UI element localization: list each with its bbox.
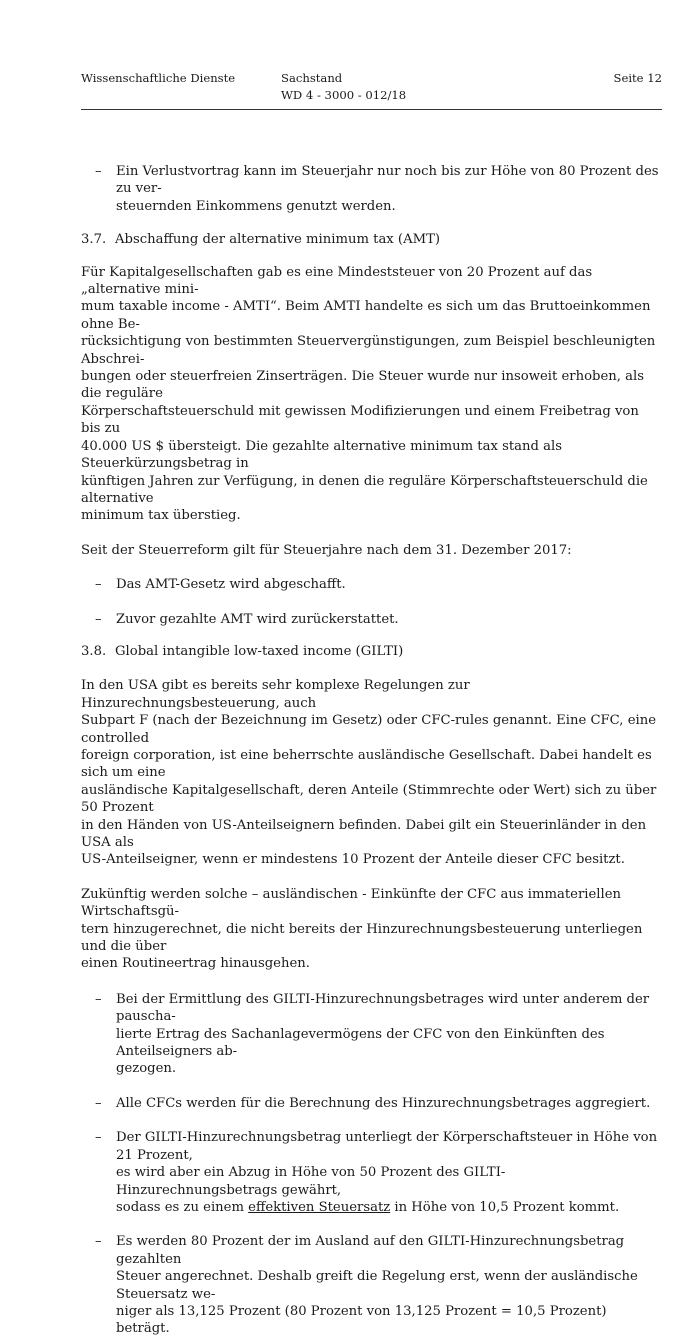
effective-tax-rate-link[interactable]: effektiven Steuersatz — [248, 1199, 391, 1215]
paragraph-amt — [81, 264, 662, 525]
text-line: einen Routineertrag hinausgehen. — [81, 956, 310, 972]
text-span: sodass es zu einem — [116, 1199, 249, 1215]
bullet-loss-carryforward — [81, 163, 662, 215]
text-line: steuernden Einkommens genutzt werden. — [116, 198, 396, 214]
section-number: 3.7. — [81, 232, 107, 248]
text-line: mum taxable income - AMTI“. Beim AMTI handelte es sich um das Bruttoeinkommen ohne Be- — [81, 299, 651, 332]
text-span: in Höhe von 10,5 Prozent kommt. — [390, 1199, 620, 1215]
bullet-gilti-tax-rate — [81, 1129, 662, 1216]
bullet-text — [116, 1129, 662, 1216]
bullet-gilti-aggregation — [81, 1095, 662, 1112]
section-heading-3-7 — [81, 231, 662, 248]
header-department: Wissenschaftliche Dienste — [81, 71, 236, 85]
text-line: Steuer angerechnet. Deshalb greift die Regelung erst, wenn der ausländische Steuersatz we- — [116, 1269, 638, 1302]
text-line: künftigen Jahren zur Verfügung, in denen die reguläre Körperschaftsteuerschuld die alternative — [81, 473, 648, 506]
bullet-amt-abolished — [81, 576, 662, 593]
text-line: 40.000 US $ übersteigt. Die gezahlte alternative minimum tax stand als Steuerkürzungsbetrag in — [81, 438, 562, 472]
text-line: Ein Verlustvortrag kann im Steuerjahr nur noch bis zur Höhe von 80 Prozent des zu ver- — [116, 164, 659, 197]
text-line: niger als 13,125 Prozent (80 Prozent von 13,125 Prozent = 10,5 Prozent) beträgt. — [116, 1303, 607, 1337]
header-doc-info — [281, 70, 406, 104]
bullet-dash: – — [95, 577, 102, 593]
text-line — [116, 1199, 662, 1216]
bullet-dash: – — [95, 611, 102, 627]
text-line: lierte Ertrag des Sachanlagevermögens der CFC von den Einkünften des Anteilseigners ab- — [116, 1026, 605, 1060]
header-divider — [81, 109, 662, 110]
text-line: US-Anteilseigner, wenn er mindestens 10 Prozent der Anteile dieser CFC besitzt. — [81, 852, 625, 868]
text-line: Zukünftig werden solche – ausländischen - Einkünfte der CFC aus immateriellen Wirtschaftsgü- — [81, 886, 622, 920]
text-line: es wird aber ein Abzug in Höhe von 50 Prozent des GILTI- Hinzurechnungsbetrags gewährt, — [116, 1165, 506, 1198]
bullet-text — [116, 991, 662, 1078]
bullet-text: Zuvor gezahlte AMT wird zurückerstattet. — [116, 611, 399, 627]
bullet-dash: – — [95, 164, 102, 179]
section-number: 3.8. — [81, 643, 107, 659]
bullet-text — [116, 163, 662, 215]
text-line: foreign corporation, ist eine beherrschte ausländische Gesellschaft. Dabei handelt es sich um eine — [81, 747, 652, 781]
section-title: Abschaffung der alternative minimum tax (AMT) — [115, 232, 441, 248]
text-line: Für Kapitalgesellschaften gab es eine Mindeststeuer von 20 Prozent auf das „alternative mini- — [81, 264, 593, 298]
text-line: gezogen. — [116, 1061, 177, 1077]
bullet-dash: – — [95, 991, 102, 1007]
bullet-dash: – — [95, 1095, 102, 1111]
bullet-dash: – — [95, 1130, 102, 1146]
header-page-number: Seite 12 — [613, 71, 662, 85]
text-line: Es werden 80 Prozent der im Ausland auf den GILTI-Hinzurechnungsbetrag gezahlten — [116, 1234, 625, 1267]
text-line: rücksichtigung von bestimmten Steuervergünstigungen, zum Beispiel beschleunigten Abschrei- — [81, 334, 656, 367]
section-heading-3-8 — [81, 643, 662, 660]
text-line: tern hinzugerechnet, die nicht bereits der Hinzurechnungsbesteuerung unterliegen und die über — [81, 921, 643, 955]
text-line: Der GILTI-Hinzurechnungsbetrag unterliegt der Körperschaftsteuer in Höhe von 21 Prozent, — [116, 1130, 658, 1163]
text-line: bungen oder steuerfreien Zinserträgen. Die Steuer wurde nur insoweit erhoben, als die reguläre — [81, 369, 645, 402]
paragraph-future — [81, 886, 662, 973]
header-doc-number: WD 4 - 3000 - 012/18 — [281, 88, 407, 102]
text-line: ausländische Kapitalgesellschaft, deren Anteile (Stimmrechte oder Wert) sich zu über 50 Prozent — [81, 782, 657, 816]
text-line: in den Händen von US-Anteilseignern befinden. Dabei gilt ein Steuerinländer in den USA als — [81, 817, 647, 850]
bullet-text — [116, 1233, 662, 1337]
bullet-amt-refund — [81, 611, 662, 628]
text-line: Bei der Ermittlung des GILTI-Hinzurechnungsbetrages wird unter anderem der pauscha- — [116, 991, 650, 1025]
header-doc-type: Sachstand — [281, 71, 343, 85]
page-body — [81, 163, 662, 1338]
bullet-dash: – — [95, 1234, 102, 1250]
bullet-gilti-foreign-credit — [81, 1233, 662, 1337]
bullet-text: Das AMT-Gesetz wird abgeschafft. — [116, 577, 346, 593]
bullet-gilti-calculation — [81, 991, 662, 1078]
bullet-text: Alle CFCs werden für die Berechnung des Hinzurechnungsbetrages aggregiert. — [116, 1095, 651, 1111]
text-line: In den USA gibt es bereits sehr komplexe Regelungen zur Hinzurechnungsbesteuerung, auch — [81, 678, 470, 711]
section-title: Global intangible low-taxed income (GILTI) — [115, 643, 404, 659]
paragraph-reform: Seit der Steuerreform gilt für Steuerjahre nach dem 31. Dezember 2017: — [81, 542, 572, 558]
text-line: Subpart F (nach der Bezeichnung im Gesetz) oder CFC-rules genannt. Eine CFC, eine controlled — [81, 713, 657, 746]
text-line: Körperschaftsteuerschuld mit gewissen Modifizierungen und einem Freibetrag von bis zu — [81, 403, 639, 437]
text-line: minimum tax überstieg. — [81, 508, 241, 524]
paragraph-cfc-rules — [81, 677, 662, 868]
